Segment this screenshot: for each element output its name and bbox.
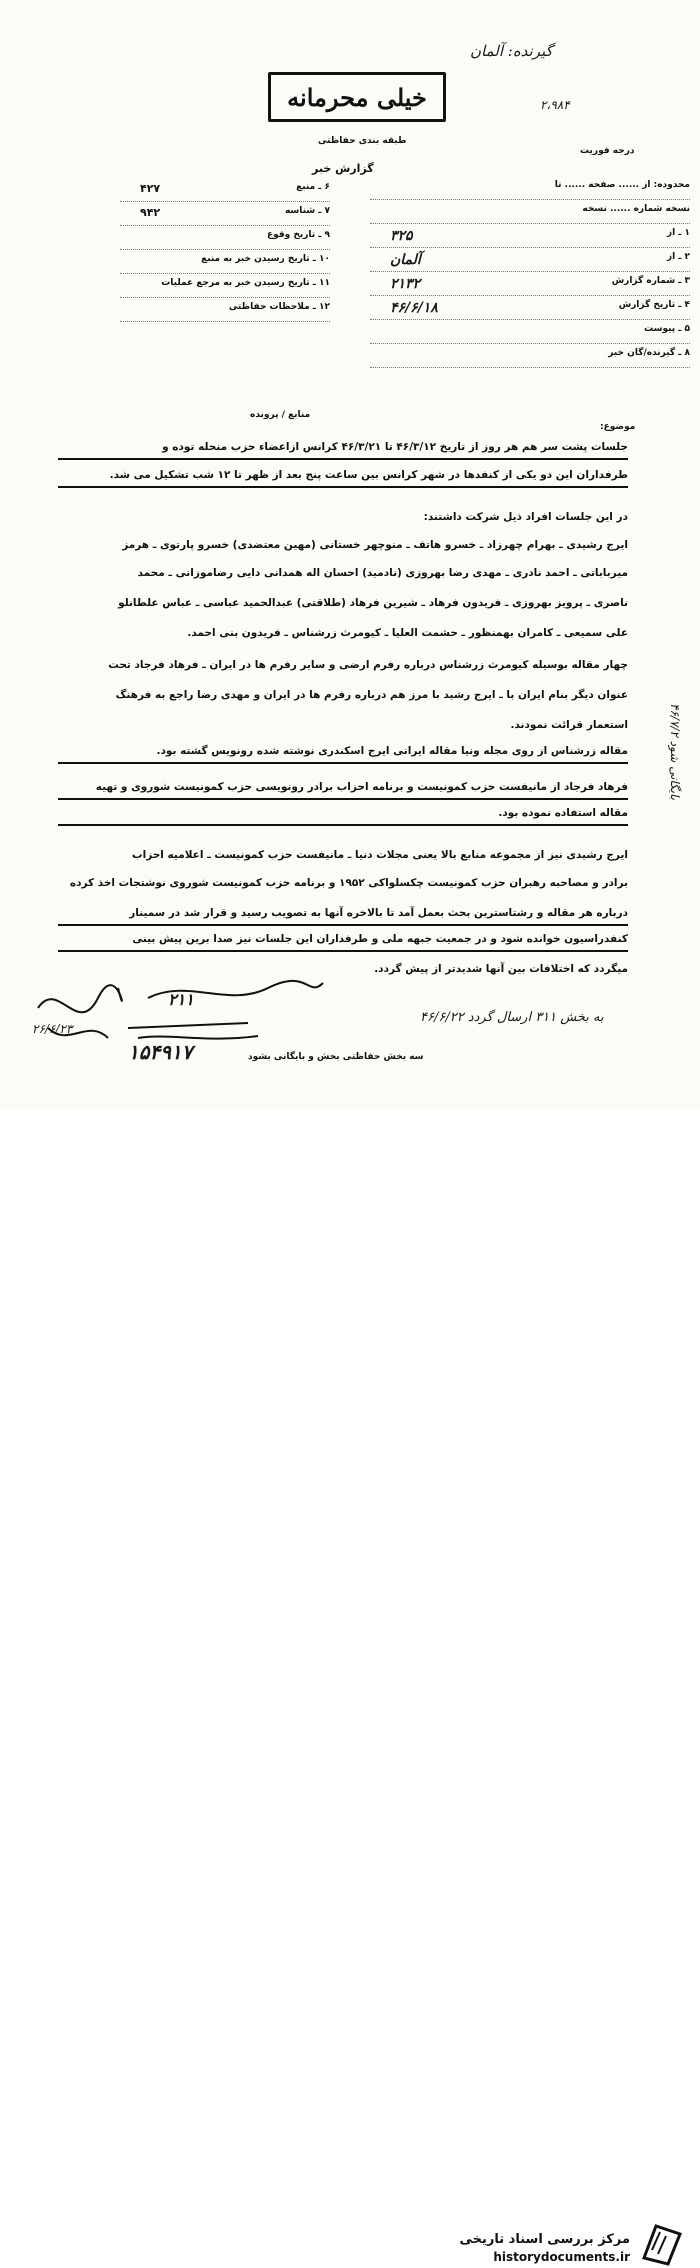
paragraph-line: طرفداران این دو یکی از کنفدها در شهر کرانس بین ساعت پنج بعد از ظهر تا ۱۲ شب تشکیل می شد.	[58, 468, 628, 488]
signature-number: ۱۵۴۹۱۷	[128, 1040, 193, 1064]
form-field: ۹ ـ تاریخ وقوع	[120, 230, 330, 250]
paragraph-line: میرباباتی ـ احمد نادری ـ مهدی رضا بهروزی (نادمید) احسان اله همدانی دایی رضاموزانی ـ محمد	[137, 567, 628, 579]
form-field: ۱۲ ـ ملاحظات حفاظتی	[120, 302, 330, 322]
subject-ref-label: منابع / پرونده	[250, 410, 311, 420]
paragraph-line: مقاله استفاده نموده بود.	[58, 806, 628, 826]
stamp-caption: طبقه بندی حفاظتی	[318, 136, 407, 146]
form-field: ۴ ـ تاریخ گزارش ۴۶/۶/۱۸	[370, 300, 690, 320]
form-field: ۱۱ ـ تاریخ رسیدن خبر به مرجع عملیات	[120, 278, 330, 298]
form-left-fields	[120, 182, 330, 326]
form-field: ۱ ـ از ۳۲۵	[370, 228, 690, 248]
signature-number: ۲۶/۶/۲۳	[32, 1022, 73, 1036]
document-page	[0, 0, 700, 1110]
classification-stamp: خیلی محرمانه	[268, 72, 446, 122]
paragraph-line: ایرج رشیدی ـ بهرام چهرزاد ـ خسرو هاتف ـ منوچهر خستانی (مهین معتضدی) خسرو پارتوی ـ هرمز	[122, 539, 628, 551]
form-field: ۳ ـ شماره گزارش ۲۱۳۲	[370, 276, 690, 296]
top-handwritten-note: گیرنده: آلمان	[470, 42, 553, 60]
paragraph-line: جلسات پشت سر هم هر روز از تاریخ ۴۶/۳/۱۲ تا ۴۶/۳/۲۱ کرانس ازاعضاء حزب منحله توده و	[58, 440, 628, 460]
form-field: ۶ ـ منبع ۴۲۷	[120, 182, 330, 202]
report-title: گزارش خبر	[312, 162, 374, 175]
paragraph-line: درباره هر مقاله و رشتاسترین بحث بعمل آمد تا بالاخره آنها به تصویب رسید و قرار شد در سمینار	[58, 906, 628, 926]
paragraph-line: ناصری ـ پرویز بهروزی ـ فریدون فرهاد ـ شیرین فرهاد (طلاقتی) عبدالحمید عباسی ـ عباس علطانلو	[118, 597, 628, 609]
paragraph-line: برادر و مصاحبه رهبران حزب کمونیست چکسلواکی ۱۹۵۲ و برنامه حزب کمونیست شوروی نوشتجات اخذ کرده	[69, 877, 628, 889]
archive-logo-icon	[636, 2220, 686, 2268]
archive-url[interactable]: historydocuments.ir	[493, 2250, 630, 2264]
paragraph-line: عنوان دیگر بنام ایران با ـ ایرج رشید با مرز هم درباره رفرم ها در ایران و مهدی رضا راجع به فرهنگ	[115, 689, 628, 701]
form-field: ۸ ـ گیرنده/گان خبر	[370, 348, 690, 368]
margin-handwritten-note: بایگانی شود ۴۶/۷/۲	[668, 702, 682, 800]
form-field: محدوده: از ...... صفحه ...... تا	[370, 180, 690, 200]
paragraph-line: فرهاد فرجاد از مانیفست حزب کمونیست و برنامه احزاب برادر رونویسی حزب کمونیست شوروی و تهیه	[58, 780, 628, 800]
paragraph-line: علی سمیعی ـ کامران بهمنظور ـ حشمت العلیا ـ کیومرث زرشناس ـ فریدون بنی احمد.	[187, 627, 628, 639]
form-field: نسخه شماره ...... نسخه	[370, 204, 690, 224]
paragraph-line: کنفدراسیون خوانده شود و در جمعیت جبهه ملی و طرفداران این جلسات نیز صدا برین پیش بینی	[58, 932, 628, 952]
watermark-footer	[0, 1110, 700, 2264]
form-field: ۱۰ ـ تاریخ رسیدن خبر به منبع	[120, 254, 330, 274]
paragraph-line: چهار مقاله بوسیله کیومرث زرشناس درباره رفرم ارضی و سایر رفرم ها در ایران ـ فرهاد فرجاد تحت	[108, 659, 628, 671]
paragraph-line: در این جلسات افراد ذیل شرکت داشتند:	[423, 511, 628, 523]
form-field: ۷ ـ شناسه ۹۴۲	[120, 206, 330, 226]
archive-name: مرکز بررسی اسناد تاریخی	[459, 2232, 630, 2247]
urgency-label: درجه فوریت	[580, 146, 635, 156]
paragraph-line: میگردد که اختلافات بین آنها شدیدتر از پیش گردد.	[374, 963, 628, 975]
signature-number: ۲۱۱	[168, 990, 194, 1009]
form-field: ۵ ـ پیوست	[370, 324, 690, 344]
paragraph-line: استعمار قرائت نمودند.	[510, 719, 628, 731]
subject-label: موضوع:	[600, 422, 636, 432]
paragraph-line: مقاله زرشناس از روی مجله ونیا مقاله ایرانی ایرج اسکندری نوشته شده رونویس گشته بود.	[58, 744, 628, 764]
bottom-handwritten-note: به بخش ۳۱۱ ارسال گردد ۴۶/۶/۲۲	[420, 1010, 604, 1025]
signature-caption: سه بخش حفاظتی بخش و بایگانی بشود	[248, 1052, 424, 1062]
form-field: ۲ ـ از آلمان	[370, 252, 690, 272]
form-right-fields	[370, 180, 690, 372]
paragraph-line: ایرج رشیدی نیز از مجموعه منابع بالا یعنی مجلات دنیا ـ مانیفست حزب کمونیست ـ اعلامیه احزاب	[132, 849, 628, 861]
top-number: ۲،۹۸۴	[540, 98, 570, 112]
